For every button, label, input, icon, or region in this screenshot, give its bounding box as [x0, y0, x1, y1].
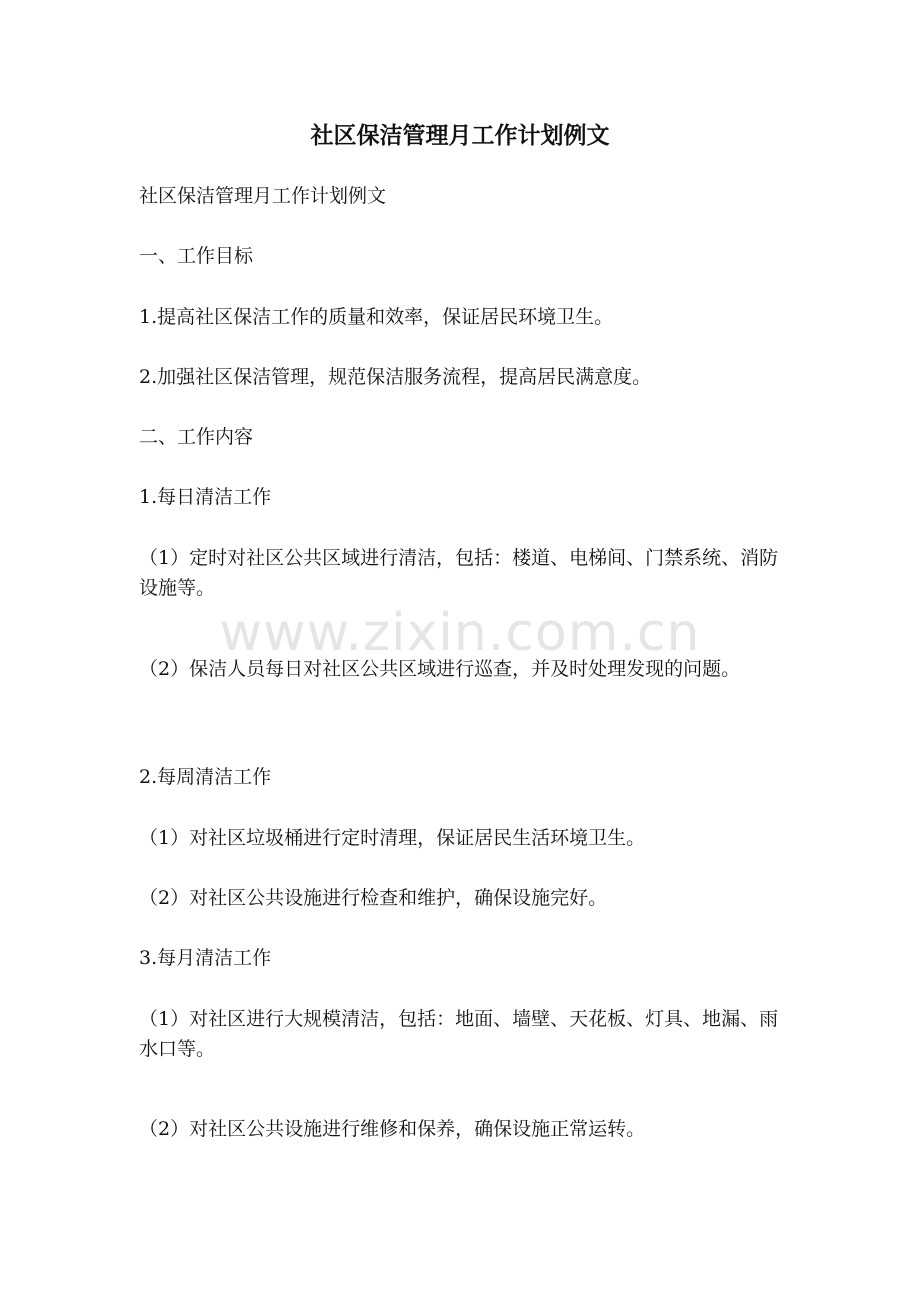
paragraph-daily-1: （1）定时对社区公共区域进行清洁，包括：楼道、电梯间、门禁系统、消防设施等。 [139, 547, 779, 599]
subheading-daily: 1.每日清洁工作 [139, 486, 272, 508]
subheading-monthly: 3.每月清洁工作 [139, 947, 272, 969]
section-heading-content: 二、工作内容 [139, 426, 254, 448]
paragraph-weekly-1: （1）对社区垃圾桶进行定时清理，保证居民生活环境卫生。 [139, 827, 646, 849]
paragraph-monthly-1: （1）对社区进行大规模清洁，包括：地面、墙壁、天花板、灯具、地漏、雨水口等。 [139, 1008, 779, 1060]
paragraph-monthly-2: （2）对社区公共设施进行维修和保养，确保设施正常运转。 [139, 1118, 646, 1140]
paragraph-goal-2: 2.加强社区保洁管理，规范保洁服务流程，提高居民满意度。 [139, 366, 652, 388]
paragraph-goal-1: 1.提高社区保洁工作的质量和效率，保证居民环境卫生。 [139, 306, 614, 328]
paragraph-subtitle: 社区保洁管理月工作计划例文 [139, 185, 387, 207]
subheading-weekly: 2.每周清洁工作 [139, 766, 272, 788]
watermark: www.zixin.com.cn [219, 603, 701, 663]
paragraph-daily-2: （2）保洁人员每日对社区公共区域进行巡查，并及时处理发现的问题。 [139, 658, 741, 680]
document-title: 社区保洁管理月工作计划例文 [310, 122, 610, 149]
paragraph-weekly-2: （2）对社区公共设施进行检查和维护，确保设施完好。 [139, 887, 608, 909]
section-heading-goals: 一、工作目标 [139, 245, 254, 267]
